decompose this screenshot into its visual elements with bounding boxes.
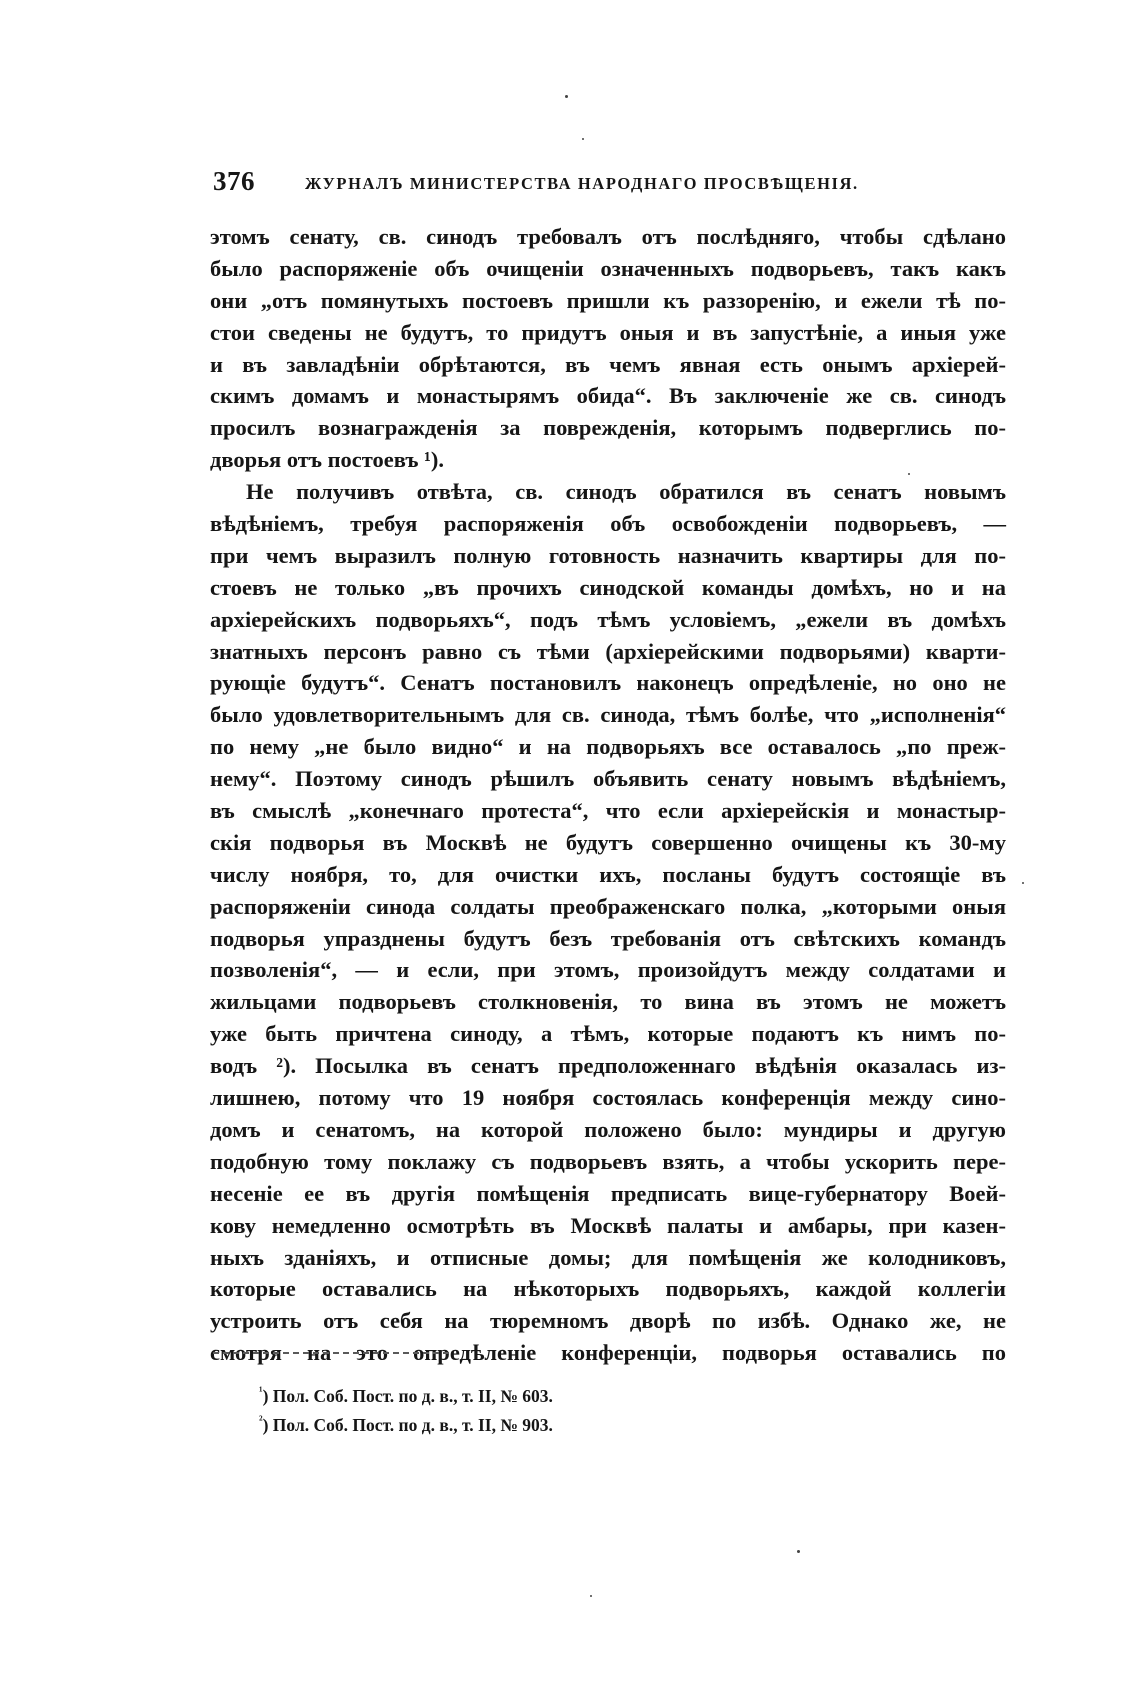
text-line: кову немедленно осмотрѣть въ Москвѣ палаты и амбары, при казен- [210,1212,1006,1238]
text-line: вѣдѣніемъ, требуя распоряженія объ освобожденіи подворьевъ, — [210,511,1006,537]
text-line: подобную тому поклажу съ подворьевъ взять, а чтобы ускорить пере- [210,1148,1006,1174]
text-line: распоряженіи синода солдаты преображенскаго полка, „которыми оныя [210,893,1006,919]
paragraph-start-line: Не получивъ отвѣта, св. синодъ обратился въ сенатъ новымъ [246,479,1006,505]
text-line: по нему „не было видно“ и на подворьяхъ все оставалось „по преж- [210,734,1006,760]
footnote-text: ) Пол. Соб. Пост. по д. в., т. II, № 903. [262,1415,553,1435]
text-line: въ смыслѣ „конечнаго протеста“, что если архіерейскія и монастыр- [210,798,1006,824]
text-line: они „отъ помянутыхъ постоевъ пришли къ раззоренію, и ежели тѣ по- [210,287,1006,313]
text-line: стои сведены не будутъ, то придутъ оныя и въ запустѣніе, а иныя уже [210,319,1006,345]
scan-speck [908,473,910,475]
footnote-text: ) Пол. Соб. Пост. по д. в., т. II, № 603. [262,1386,553,1406]
paragraph-end-line: дворья отъ постоевъ ¹). [210,447,444,473]
journal-title: ЖУРНАЛЪ МИНИСТЕРСТВА НАРОДНАГО ПРОСВѢЩЕНІЯ. [305,174,859,193]
text-line: несеніе ее въ другія помѣщенія предписать вице-губернатору Воей- [210,1180,1006,1206]
text-line: жильцами подворьевъ столкновенія, то вина въ этомъ не можетъ [210,989,1006,1015]
running-header [213,166,1013,206]
footnote-1 [259,1382,553,1411]
text-line: стоевъ не только „въ прочихъ синодской команды домѣхъ, но и на [210,574,1006,600]
body-text [210,221,1006,1369]
footnote-2 [259,1411,553,1440]
text-line: скимъ домамъ и монастырямъ обида“. Въ заключеніе же св. синодъ [210,383,1006,409]
scan-speck [565,95,568,98]
text-line: уже быть причтена синоду, а тѣмъ, которые подаютъ къ нимъ по- [210,1021,1006,1047]
text-line: смотря на это опредѣленіе конференціи, подворья оставались по [210,1340,1006,1366]
scan-speck [1022,882,1024,884]
text-line: числу ноября, то, для очистки ихъ, посланы будутъ состоящіе въ [210,861,1006,887]
text-line: устроить отъ себя на тюремномъ дворѣ по избѣ. Однако же, не [210,1308,1006,1334]
text-line: лишнею, потому что 19 ноября состоялась конференція между сино- [210,1085,1006,1111]
scan-speck [797,1550,800,1553]
text-line: было удовлетворительнымъ для св. синода, тѣмъ болѣе, что „исполненія“ [210,702,1006,728]
text-line: водъ ²). Посылка въ сенатъ предположеннаго вѣдѣнія оказалась из- [210,1053,1006,1079]
text-line: этомъ сенату, св. синодъ требовалъ отъ послѣдняго, чтобы сдѣлано [210,224,1006,249]
text-line: ныхъ зданіяхъ, и отписные домы; для помѣщенія же колодниковъ, [210,1244,1006,1270]
text-line: просилъ вознагражденія за поврежденія, которымъ подверглись по- [210,415,1006,441]
scan-speck [582,138,584,140]
text-line: которые оставались на нѣкоторыхъ подворьяхъ, каждой коллегіи [210,1276,1006,1302]
footnotes [259,1382,553,1440]
text-line: скія подворья въ Москвѣ не будутъ совершенно очищены къ 30-му [210,829,1006,855]
footnote-mark: ¹ [259,1384,263,1399]
footnote-mark: ² [259,1413,263,1428]
text-line: было распоряженіе объ очищеніи означенныхъ подворьевъ, такъ какъ [210,255,1006,281]
text-line: домъ и сенатомъ, на которой положено было: мундиры и другую [210,1116,1006,1142]
page-number: 376 [213,166,255,196]
scan-speck [590,1595,592,1597]
text-line: при чемъ выразилъ полную готовность назначить квартиры для по- [210,542,1006,568]
text-line: нему“. Поэтому синодъ рѣшилъ объявить сенату новымъ вѣдѣніемъ, [210,766,1006,792]
text-line: архіерейскихъ подворьяхъ“, подъ тѣмъ условіемъ, „ежели въ домѣхъ [210,606,1006,632]
footnote-divider [213,1352,449,1354]
text-line: подворья упразднены будутъ безъ требованія отъ свѣтскихъ командъ [210,925,1006,951]
text-line: и въ завладѣніи обрѣтаются, въ чемъ явная есть онымъ архіерей- [210,351,1006,377]
text-line: знатныхъ персонъ равно съ тѣми (архіерейскими подворьями) кварти- [210,638,1006,664]
text-line: рующіе будутъ“. Сенатъ постановилъ наконецъ опредѣленіе, но оно не [210,670,1006,696]
text-line: позволенія“, — и если, при этомъ, произойдутъ между солдатами и [210,957,1006,983]
